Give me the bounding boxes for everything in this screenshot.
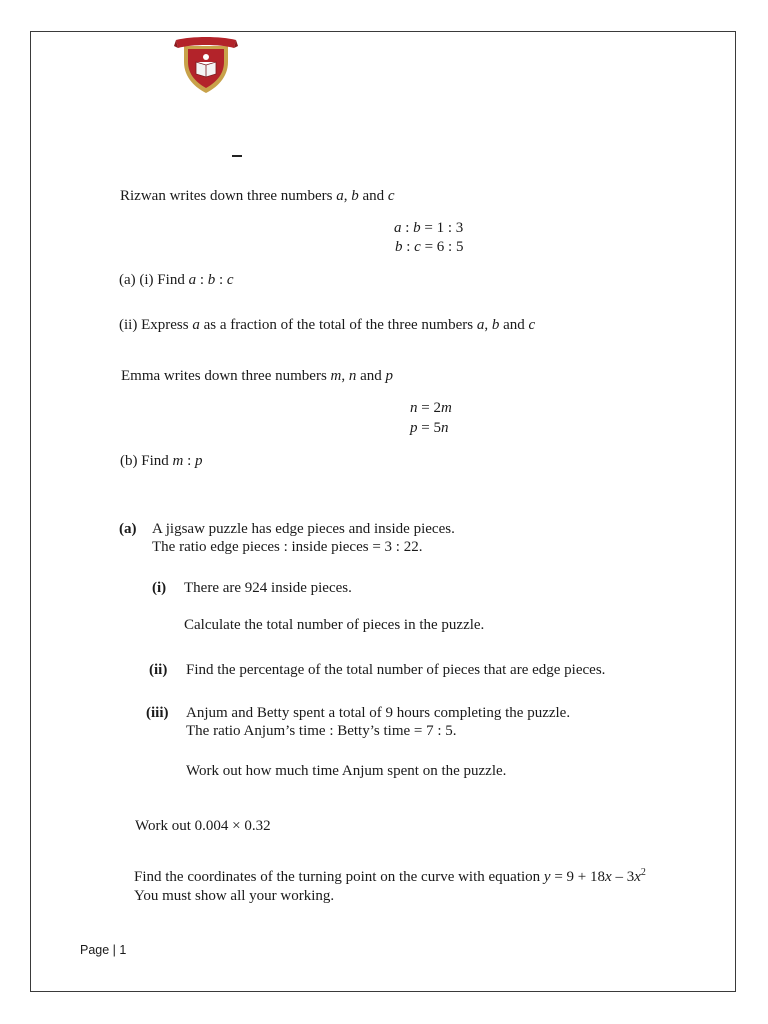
q5-line1: Find the coordinates of the turning point on the curve with equation $y = 9 + 18x - 3x^2$ (134, 867, 646, 885)
q3-i-line1: There are 924 inside pieces. (184, 580, 352, 596)
page-border (30, 31, 736, 992)
underline-mark (232, 155, 242, 157)
q2-part-b: (b) Find m : p (120, 453, 203, 469)
q3-ii-label: (ii) (149, 662, 168, 678)
q1-part-ii: (ii) Express a as a fraction of the total of the three numbers a, b and c (119, 317, 536, 333)
q1-intro: Rizwan writes down three numbers a, b and c (120, 188, 395, 204)
q2-eq-p: p = 5n (410, 420, 449, 436)
q3-iii-label: (iii) (146, 705, 169, 721)
q5-line2: You must show all your working. (134, 888, 335, 904)
q3-i-line2: Calculate the total number of pieces in the puzzle. (184, 617, 485, 633)
q2-eq-n: n = 2m (410, 400, 452, 416)
school-crest-logo (174, 36, 238, 94)
q3-iii-line3: Work out how much time Anjum spent on the puzzle. (186, 763, 507, 779)
q3-line1: A jigsaw puzzle has edge pieces and inside pieces. (152, 521, 455, 537)
q3-ii-line1: Find the percentage of the total number of pieces that are edge pieces. (186, 662, 606, 678)
q1-ratio-ab: a : b = 1 : 3 (394, 220, 464, 236)
q3-iii-line2: The ratio Anjum’s time : Betty’s time = 7 : 5. (186, 723, 457, 739)
q3-i-label: (i) (152, 580, 167, 596)
q3-line2: The ratio edge pieces : inside pieces = 3 : 22. (152, 539, 423, 555)
q3-label: (a) (119, 521, 137, 537)
q4-text: Work out 0.004 × 0.32 (135, 818, 271, 834)
q2-intro: Emma writes down three numbers m, n and p (121, 368, 394, 384)
q1-part-a-i: (a) (i) Find a : b : c (119, 272, 234, 288)
q1-ratio-bc: b : c = 6 : 5 (395, 239, 464, 255)
q3-iii-line1: Anjum and Betty spent a total of 9 hours completing the puzzle. (186, 705, 571, 721)
page-footer: Page | 1 (80, 943, 127, 957)
